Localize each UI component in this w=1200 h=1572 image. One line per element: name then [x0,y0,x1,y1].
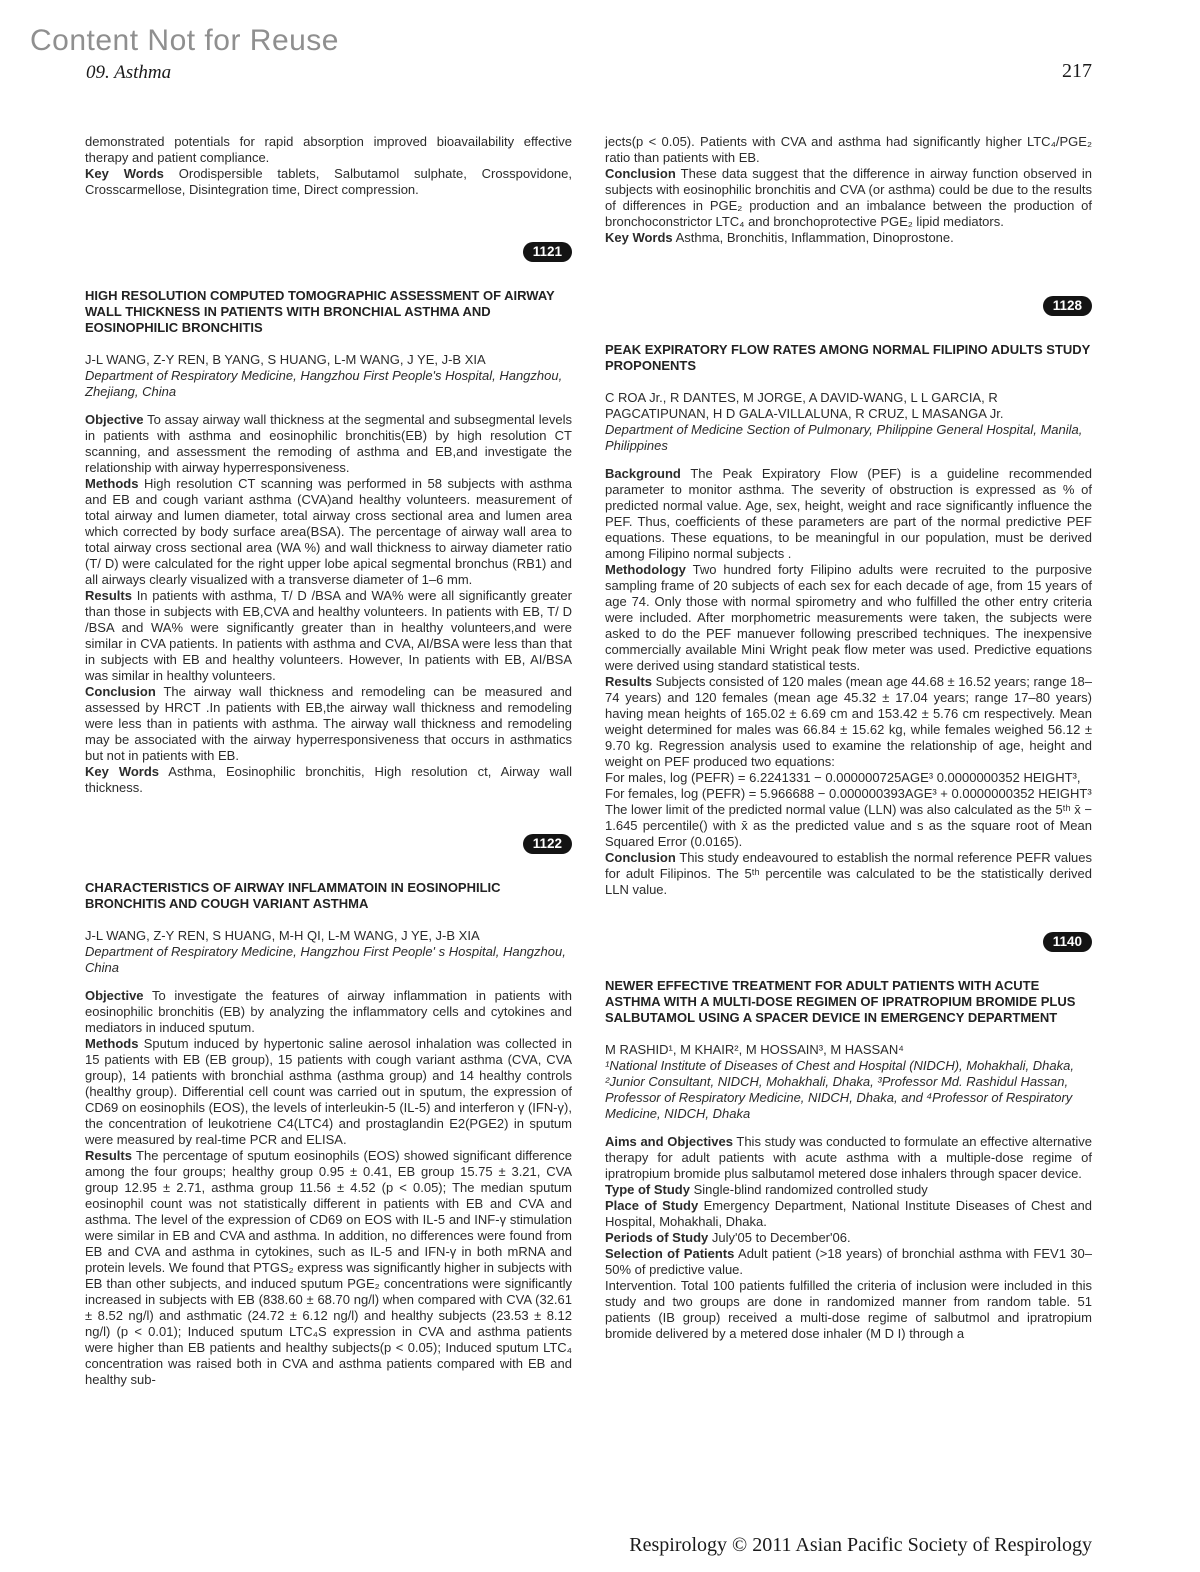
equation-females [605,786,1092,802]
badge-row [85,242,572,262]
abstract-authors: J-L WANG, Z-Y REN, S HUANG, M-H QI, L-M WANG, J YE, J-B XIA [85,928,480,943]
section-label: Conclusion [605,850,676,865]
continuation-paragraph [605,134,1092,166]
section-label: Objective [85,988,144,1003]
abstract-1128 [605,296,1092,898]
paragraph-text: This study endeavoured to establish the normal reference PEFR values for adult Filipinos. The 5ᵗʰ percentile was calculated to be the statistically derived LLN value. [605,850,1092,897]
abstract-title: HIGH RESOLUTION COMPUTED TOMOGRAPHIC ASSESSMENT OF AIRWAY WALL THICKNESS IN PATIENTS WITH BRONCHIAL ASTHMA AND EOSINOPHILIC BRONCHITIS [85,288,555,335]
paragraph-text: Orodispersible tablets, Salbutamol sulphate, Crosspovidone, Crosscarmellose, Disintegration time, Direct compression. [85,166,572,197]
paragraph-text: For females, log (PEFR) = 5.966688 − 0.000000393AGE³ + 0.0000000352 HEIGHT³ [605,786,1092,801]
paragraph-text: This study was conducted to formulate an effective alternative therapy for adult patients with acute asthma with a multiple-dose regime of ipratropium bromide plus salbutamol metered dose inhalers through spacer device. [605,1134,1092,1181]
section-label: Results [85,588,132,603]
section-label: Periods of Study [605,1230,709,1245]
section-label: Selection of Patients [605,1246,735,1261]
section-label: Key Words [85,764,160,779]
lln-paragraph [605,802,1092,850]
place-of-study-paragraph [605,1198,1092,1230]
paragraph-text: Intervention. Total 100 patients fulfilled the criteria of inclusion were included in this study and two groups are done in randomized manner from random table. 51 patients (IB group) received a multi-dose regime of salbutmol and ipratropium bromide delivered by a metered dose inhaler (M D I) through a [605,1278,1092,1341]
section-label: Results [85,1148,132,1163]
keywords-paragraph [85,166,572,198]
abstract-authors: M RASHID¹, M KHAIR², M HOSSAIN³, M HASSAN⁴ [605,1042,904,1057]
paragraph-text: The percentage of sputum eosinophils (EOS) showed significant difference among the four groups; healthy group 0.95 ± 0.41, EB group 15.75 ± 3.21, CVA group 12.95 ± 2.71, asthma group 11.56 ± 4.52 (p < 0.05); The median sputum eosinophil count was not statistically different in patients with EB and CVA and asthma. The level of the expression of CD69 on EOS with IL-5 and INF-γ stimulation were similar in EB and CVA and asthma. In addition, no differences were found from EB and CVA and asthma in cytokines, such as IL-5 and IFN-γ in both mRNA and protein levels. We found that PTGS₂ express was significantly higher in subjects with EB than other subjects, and induced sputum PGE₂ concentrations were significantly increased in subjects with EB (838.60 ± 68.70 ng/l) when compared with CVA (32.61 ± 8.52 ng/l) and asthmatic (24.72 ± 6.12 ng/l) and healthy subjects (23.53 ± 8.12 ng/l) (p < 0.01); Induced sputum LTC₄S expression in CVA and asthma patients were higher than EB patients and healthy subjects(p < 0.05); Induced sputum LTC₄ concentration was raised both in CVA and asthma patients compared with EB and healthy sub- [85,1148,572,1387]
badge-row [85,834,572,854]
abstract-title: PEAK EXPIRATORY FLOW RATES AMONG NORMAL FILIPINO ADULTS STUDY PROPONENTS [605,342,1091,373]
abstract-number-badge: 1128 [1043,296,1092,316]
keywords-paragraph [605,230,1092,246]
section-label: Place of Study [605,1198,699,1213]
section-label: Aims and Objectives [605,1134,733,1149]
section-label: Objective [85,412,144,427]
abstract-affiliation: ¹National Institute of Diseases of Chest and Hospital (NIDCH), Mohakhali, Dhaka, ²Junior Consultant, NIDCH, Mohakhali, Dhaka, ³Professor Md. Rashidul Hassan, Professor of Respiratory Medicine, NIDCH, Dhaka, and ⁴Professor of Respiratory Medicine, NIDCH, Dhaka [605,1058,1074,1121]
right-column [605,134,1092,1342]
badge-row [605,932,1092,952]
objective-paragraph [85,988,572,1036]
conclusion-paragraph [85,684,572,764]
intervention-paragraph [605,1278,1092,1342]
keywords-paragraph [85,764,572,796]
paragraph-text: Two hundred forty Filipino adults were recruited to the purposive sampling frame of 20 subjects of each sex for each decade of age, from 15 years of age 74. Only those with normal spirometry and who fulfilled the other entry criteria were included. After morphometric measurements were taken, the subjects were asked to do the PEF manuever following prescribed techniques. The inexpensive commercially available Mini Wright peak flow meter was used. Predictive equations were derived using standard statistical tests. [605,562,1092,673]
abstract-1140 [605,932,1092,1342]
section-label: Key Words [605,230,673,245]
methodology-paragraph [605,562,1092,674]
section-header: 09. Asthma [86,62,172,83]
paragraph-text: Single-blind randomized controlled study [689,1182,928,1197]
paragraph-text: For males, log (PEFR) = 6.2241331 − 0.000000725AGE³ 0.0000000352 HEIGHT³, [605,770,1081,785]
badge-row [605,296,1092,316]
watermark: Content Not for Reuse [30,24,339,57]
paragraph-text: The airway wall thickness and remodeling can be measured and assessed by HRCT .In patients with EB,the airway wall thickness and remodeling were less than in patients with asthma. The airway wall thickness and remodeling may be associated with the airway hyperresponsiveness that occurs in asthmatics but not in patients with EB. [85,684,572,763]
abstract-title: NEWER EFFECTIVE TREATMENT FOR ADULT PATIENTS WITH ACUTE ASTHMA WITH A MULTI-DOSE REGIMEN OF IPRATROPIUM BROMIDE PLUS SALBUTAMOL USING A SPACER DEVICE IN EMERGENCY DEPARTMENT [605,978,1076,1025]
paragraph-text: Asthma, Eosinophilic bronchitis, High resolution ct, Airway wall thickness. [85,764,572,795]
abstract-affiliation: Department of Respiratory Medicine, Hangzhou First People's Hospital, Hangzhou, Zhejiang, China [85,368,563,399]
abstract-authors: C ROA Jr., R DANTES, M JORGE, A DAVID-WANG, L L GARCIA, R PAGCATIPUNAN, H D GALA-VILLALUNA, R CRUZ, L MASANGA Jr. [605,390,1004,421]
abstract-affiliation: Department of Medicine Section of Pulmonary, Philippine General Hospital, Manila, Philippines [605,422,1083,453]
equation-males [605,770,1092,786]
conclusion-paragraph [605,166,1092,230]
abstract-1122 [85,834,572,1388]
abstract-affiliation: Department of Respiratory Medicine, Hangzhou First People' s Hospital, Hangzhou, China [85,944,566,975]
paragraph-text: Emergency Department, National Institute Diseases of Chest and Hospital, Mohakhali, Dhaka. [605,1198,1093,1229]
periods-of-study-paragraph [605,1230,1092,1246]
paragraph-text: These data suggest that the difference in airway function observed in subjects with eosinophilic bronchitis and CVA (or asthma) could be due to the results of differences in PGE₂ production and an imbalance between the production of bronchoconstrictor LTC₄ and bronchoprotective PGE₂ lipid mediators. [605,166,1092,229]
section-label: Conclusion [85,684,156,699]
type-of-study-paragraph [605,1182,1092,1198]
paragraph-text: demonstrated potentials for rapid absorption improved bioavailability effective therapy and patient compliance. [85,134,572,165]
page-number: 217 [1062,60,1092,82]
results-paragraph [85,588,572,684]
methods-paragraph [85,1036,572,1148]
paragraph-text: The lower limit of the predicted normal value (LLN) was also calculated as the 5ᵗʰ x̄ − 1.645 percentile() with x̄ as the predicted value and s as the square root of Mean Squared Error (0.0165). [605,802,1092,849]
abstract-number-badge: 1122 [523,834,572,854]
background-paragraph [605,466,1092,562]
paragraph-text: July'05 to December'06. [708,1230,851,1245]
paragraph-text: Asthma, Bronchitis, Inflammation, Dinoprostone. [672,230,954,245]
aims-paragraph [605,1134,1092,1182]
section-label: Key Words [85,166,164,181]
paragraph-text: The Peak Expiratory Flow (PEF) is a guideline recommended parameter to monitor asthma. The severity of obstruction is expressed as % of predicted normal value. Age, sex, height, weight and race significantly influence the PEF. Thus, coefficients of these parameters are part of the normal predictive PEF equations. These equations, to be meaningful in our population, must be derived among Filipino normal subjects . [605,466,1092,561]
abstract-number-badge: 1140 [1043,932,1092,952]
section-label: Methodology [605,562,686,577]
section-label: Background [605,466,681,481]
abstract-title: CHARACTERISTICS OF AIRWAY INFLAMMATOIN IN EOSINOPHILIC BRONCHITIS AND COUGH VARIANT ASTHMA [85,880,501,911]
paragraph-text: Subjects consisted of 120 males (mean age 44.68 ± 16.52 years; range 18–74 years) and 120 females (mean age 45.32 ± 17.04 years; range 17–80 years) having mean heights of 165.02 ± 6.69 cm and 153.42 ± 5.76 cm respectively. Mean weight determined for males was 66.84 ± 15.62 kg, while females weighed 56.12 ± 9.70 kg. Regression analysis used to examine the relationship of age, height and weight on PEF produced two equations: [605,674,1092,769]
section-label: Type of Study [605,1182,690,1197]
left-column [85,134,572,1388]
paragraph-text: Adult patient (>18 years) of bronchial asthma with FEV1 30–50% of predictive value. [605,1246,1092,1277]
section-label: Methods [85,476,139,491]
abstract-number-badge: 1121 [523,242,572,262]
paragraph-text: To investigate the features of airway inflammation in patients with eosinophilic bronchitis (EB) by analyzing the inflammatory cells and cytokines and mediators in induced sputum. [85,988,572,1035]
paragraph-text: To assay airway wall thickness at the segmental and subsegmental levels in patients with asthma and eosinophilic bronchitis(EB) by high resolution CT scanning, and assessment the remoding of asthma and EB,and investigate the relationship with airway hyperresponsiveness. [85,412,572,475]
results-paragraph [85,1148,572,1388]
results-paragraph [605,674,1092,770]
section-label: Methods [85,1036,139,1051]
paragraph-text: In patients with asthma, T/ D /BSA and WA% were all significantly greater than those in subjects with EB,CVA and healthy volunteers. In patients with EB, T/ D /BSA and WA% were significantly greater than in healthy volunteers,and were similar in CVA patients. In patients with asthma and CVA, AI/BSA were less than that in subjects with EB and healthy volunteers. However, In patients with EB, AI/BSA was similar in healthy volunteers. [85,588,572,683]
conclusion-paragraph [605,850,1092,898]
abstract-authors: J-L WANG, Z-Y REN, B YANG, S HUANG, L-M WANG, J YE, J-B XIA [85,352,486,367]
section-label: Results [605,674,652,689]
paragraph-text: High resolution CT scanning was performed in 58 subjects with asthma and EB and cough variant asthma (CVA)and healthy volunteers. measurement of total airway and lumen diameter, total airway cross sectional area and lumen area which corrected by body surface area(BSA). The percentage of airway wall area to total airway cross sectional area (WA %) and wall thickness to airway diameter ratio (T/ D) were calculated for the right upper lobe apical segmental bronchus (RB1) and all airways clearly visualized with a transverse diameter of 1–6 mm. [85,476,572,587]
paragraph-text: jects(p < 0.05). Patients with CVA and asthma had significantly higher LTC₄/PGE₂ ratio than patients with EB. [605,134,1092,165]
methods-paragraph [85,476,572,588]
section-label: Conclusion [605,166,676,181]
selection-of-patients-paragraph [605,1246,1092,1278]
paragraph-text: Sputum induced by hypertonic saline aerosol inhalation was collected in 15 patients with EB (EB group), 15 patients with cough variant asthma (CVA, CVA group), 14 patients with bronchial asthma (asthma group) and 14 healthy controls (healthy group). Differential cell count was carried out in sputum, the expression of CD69 on eosinophils (EOS), the levels of interleukin-5 (IL-5) and interferon γ (IFN-γ), the concentration of leukotriene C4(LTC4) and prostaglandin E2(PGE2) in sputum were measured by real-time PCR and ELISA. [85,1036,572,1147]
journal-footer: Respirology © 2011 Asian Pacific Society of Respirology [629,1534,1092,1556]
objective-paragraph [85,412,572,476]
continuation-paragraph [85,134,572,166]
abstract-1121 [85,242,572,796]
